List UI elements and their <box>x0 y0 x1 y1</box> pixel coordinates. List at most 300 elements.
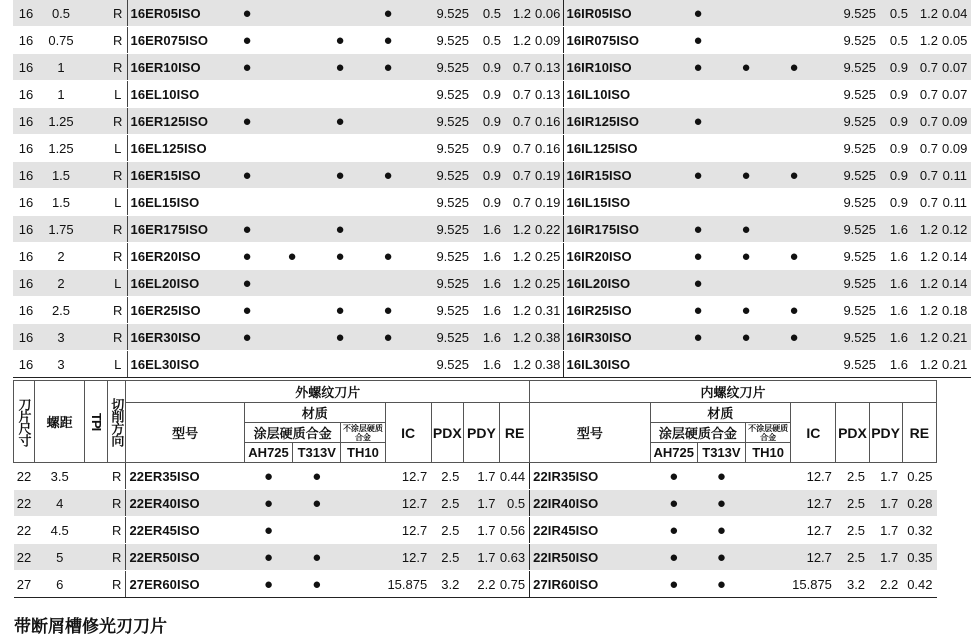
int-grade-dot <box>746 517 791 544</box>
int-grade-dot: ● <box>673 297 723 324</box>
tpi-cell <box>83 0 109 27</box>
ext-model-cell: 27ER60ISO <box>126 571 245 598</box>
direction-cell: R <box>109 54 127 81</box>
ext-re-cell: 0.06 <box>535 0 563 27</box>
pitch-cell: 2.5 <box>39 297 83 324</box>
int-re-cell: 0.28 <box>902 490 936 517</box>
ext-grade-dot <box>267 54 317 81</box>
ext-ic-cell: 12.7 <box>385 544 431 571</box>
ext-re-cell: 0.16 <box>535 135 563 162</box>
int-grade-dot <box>723 189 769 216</box>
int-grade-dot: ● <box>697 571 745 598</box>
tpi-cell <box>85 571 108 598</box>
pitch-cell: 1.5 <box>39 189 83 216</box>
int-re-cell: 0.18 <box>942 297 971 324</box>
ext-grade-dot: ● <box>244 517 292 544</box>
direction-cell: R <box>108 463 126 490</box>
int-pdx-cell: 1.6 <box>880 216 912 243</box>
int-re-cell: 0.21 <box>942 324 971 351</box>
insert-size-cell: 16 <box>13 81 39 108</box>
ext-re-cell: 0.44 <box>499 463 529 490</box>
ext-grade-dot <box>317 189 363 216</box>
table-header <box>14 381 937 463</box>
int-grade-dot: ● <box>650 490 697 517</box>
int-grade-dot <box>723 351 769 378</box>
int-grade-dot <box>769 270 819 297</box>
int-grade-dot <box>769 351 819 378</box>
int-uncoated-header: 不涂层硬质合金 <box>746 423 791 443</box>
ext-pdx-cell: 2.5 <box>431 463 463 490</box>
ext-grade-dot: ● <box>267 243 317 270</box>
int-model-cell: 16IL15ISO <box>563 189 673 216</box>
int-grade-dot: ● <box>673 0 723 27</box>
internal-insert-group-header: 内螺纹刀片 <box>530 381 937 403</box>
ext-grade-dot: ● <box>244 463 292 490</box>
ext-grade-dot: ● <box>227 162 267 189</box>
int-model-header: 型号 <box>530 403 651 463</box>
ext-pdx-cell: 1.6 <box>473 324 505 351</box>
ext-grade-dot <box>363 189 413 216</box>
ext-pdy-cell: 0.7 <box>505 54 535 81</box>
ext-grade-dot: ● <box>227 243 267 270</box>
ext-ic-cell: 12.7 <box>385 490 431 517</box>
int-ic-header: IC <box>791 403 836 463</box>
ext-model-cell: 16ER20ISO <box>127 243 227 270</box>
int-grade-dot <box>673 81 723 108</box>
int-pdy-cell: 0.7 <box>912 108 942 135</box>
int-grade-dot <box>723 108 769 135</box>
insert-size-cell: 16 <box>13 162 39 189</box>
ext-grade-dot <box>267 351 317 378</box>
insert-size-cell: 16 <box>13 135 39 162</box>
ext-grade-dot <box>227 189 267 216</box>
int-model-cell: 16IR075ISO <box>563 27 673 54</box>
int-grade-dot <box>769 216 819 243</box>
int-re-cell: 0.07 <box>942 81 971 108</box>
int-grade-dot <box>673 135 723 162</box>
ext-model-cell: 16ER075ISO <box>127 27 227 54</box>
int-pdx-cell: 1.6 <box>880 243 912 270</box>
ext-grade-dot <box>267 189 317 216</box>
int-ic-cell: 9.525 <box>819 189 880 216</box>
pitch-cell: 1.5 <box>39 162 83 189</box>
ext-pdx-cell: 1.6 <box>473 216 505 243</box>
direction-cell: R <box>109 297 127 324</box>
tpi-cell <box>85 517 108 544</box>
int-pdy-cell: 0.7 <box>912 135 942 162</box>
ext-model-cell: 16ER15ISO <box>127 162 227 189</box>
int-pdy-cell: 1.7 <box>869 544 902 571</box>
ext-pdx-cell: 2.5 <box>431 490 463 517</box>
int-grade-dot: ● <box>673 243 723 270</box>
int-pdx-cell: 2.5 <box>836 490 869 517</box>
tpi-cell <box>83 189 109 216</box>
ext-grade-dot: ● <box>317 108 363 135</box>
ext-ic-cell: 9.525 <box>413 27 473 54</box>
int-pdy-cell: 0.7 <box>912 162 942 189</box>
ext-pdx-cell: 1.6 <box>473 297 505 324</box>
ext-grade-dot <box>293 517 341 544</box>
int-pdx-cell: 0.9 <box>880 162 912 189</box>
int-grade-dot <box>673 189 723 216</box>
int-ic-cell: 9.525 <box>819 324 880 351</box>
int-re-cell: 0.21 <box>942 351 971 378</box>
int-grade-dot <box>769 135 819 162</box>
ext-re-cell: 0.56 <box>499 517 529 544</box>
ext-grade-dot <box>363 270 413 297</box>
int-re-cell: 0.07 <box>942 54 971 81</box>
pitch-cell: 1.25 <box>39 108 83 135</box>
ext-grade-dot <box>267 0 317 27</box>
ext-pdy-cell: 2.2 <box>463 571 499 598</box>
ext-grade-dot <box>317 81 363 108</box>
int-grade-dot: ● <box>723 162 769 189</box>
ext-grade-dot: ● <box>317 243 363 270</box>
direction-cell: R <box>109 108 127 135</box>
ext-grade-dot <box>267 135 317 162</box>
int-material-header: 材质 <box>650 403 791 423</box>
int-re-cell: 0.14 <box>942 243 971 270</box>
int-grade-ah725-header: AH725 <box>650 443 697 463</box>
int-ic-cell: 9.525 <box>819 135 880 162</box>
ext-grade-dot: ● <box>363 0 413 27</box>
cut-direction-header: 切削方向 <box>108 381 126 463</box>
ext-grade-dot: ● <box>293 463 341 490</box>
ext-material-header: 材质 <box>244 403 385 423</box>
ext-ic-cell: 9.525 <box>413 216 473 243</box>
int-model-cell: 16IL30ISO <box>563 351 673 378</box>
int-re-cell: 0.14 <box>942 270 971 297</box>
tpi-cell <box>85 544 108 571</box>
ext-pdy-cell: 0.7 <box>505 108 535 135</box>
int-model-cell: 16IR10ISO <box>563 54 673 81</box>
int-model-cell: 16IR175ISO <box>563 216 673 243</box>
insert-size-cell: 16 <box>13 324 39 351</box>
int-grade-dot: ● <box>723 216 769 243</box>
ext-coated-header: 涂层硬质合金 <box>244 423 340 443</box>
int-grade-dot: ● <box>697 544 745 571</box>
ext-grade-dot <box>341 544 385 571</box>
ext-ic-cell: 9.525 <box>413 351 473 378</box>
direction-cell: R <box>109 27 127 54</box>
int-pdy-cell: 1.2 <box>912 351 942 378</box>
ext-model-cell: 22ER45ISO <box>126 517 245 544</box>
int-grade-dot: ● <box>673 162 723 189</box>
direction-cell: R <box>108 490 126 517</box>
int-pdx-cell: 1.6 <box>880 351 912 378</box>
int-ic-cell: 12.7 <box>791 517 836 544</box>
int-pdx-cell: 2.5 <box>836 517 869 544</box>
int-model-cell: 16IR20ISO <box>563 243 673 270</box>
int-pdx-header: PDX <box>836 403 869 463</box>
pitch-cell: 1.25 <box>39 135 83 162</box>
int-grade-dot <box>769 0 819 27</box>
int-pdx-cell: 0.9 <box>880 81 912 108</box>
ext-grade-dot <box>267 108 317 135</box>
int-ic-cell: 9.525 <box>819 0 880 27</box>
ext-pdx-cell: 0.9 <box>473 135 505 162</box>
insert-size-cell: 16 <box>13 108 39 135</box>
pitch-header: 螺距 <box>35 381 85 463</box>
int-grade-dot: ● <box>650 571 697 598</box>
int-grade-dot: ● <box>650 463 697 490</box>
table-row <box>13 162 971 189</box>
ext-grade-dot <box>267 27 317 54</box>
int-pdx-cell: 1.6 <box>880 297 912 324</box>
insert-size-cell: 16 <box>13 270 39 297</box>
ext-grade-t313v-header: T313V <box>293 443 341 463</box>
int-grade-dot <box>723 135 769 162</box>
pitch-cell: 4 <box>35 490 85 517</box>
int-model-cell: 16IR25ISO <box>563 297 673 324</box>
ext-grade-dot <box>363 351 413 378</box>
table-row <box>13 0 971 27</box>
ext-ic-cell: 9.525 <box>413 162 473 189</box>
ext-grade-dot <box>363 135 413 162</box>
ext-grade-dot <box>363 81 413 108</box>
int-pdy-cell: 1.2 <box>912 297 942 324</box>
ext-ic-cell: 9.525 <box>413 108 473 135</box>
int-grade-dot <box>746 544 791 571</box>
pitch-cell: 4.5 <box>35 517 85 544</box>
pitch-cell: 2 <box>39 243 83 270</box>
insert-size-cell: 22 <box>14 463 35 490</box>
int-model-cell: 16IL125ISO <box>563 135 673 162</box>
ext-model-cell: 16ER25ISO <box>127 297 227 324</box>
int-pdx-cell: 0.9 <box>880 189 912 216</box>
ext-re-cell: 0.13 <box>535 54 563 81</box>
ext-ic-cell: 9.525 <box>413 324 473 351</box>
pitch-cell: 6 <box>35 571 85 598</box>
table-row <box>13 54 971 81</box>
int-grade-dot: ● <box>697 517 745 544</box>
int-pdx-cell: 0.5 <box>880 27 912 54</box>
int-model-cell: 22IR45ISO <box>530 517 651 544</box>
int-pdy-cell: 0.7 <box>912 81 942 108</box>
int-pdx-cell: 1.6 <box>880 270 912 297</box>
ext-pdy-header: PDY <box>463 403 499 463</box>
insert-size-cell: 16 <box>13 243 39 270</box>
int-model-cell: 16IL10ISO <box>563 81 673 108</box>
int-grade-dot <box>673 351 723 378</box>
ext-model-cell: 16EL15ISO <box>127 189 227 216</box>
ext-pdy-cell: 1.2 <box>505 27 535 54</box>
pitch-cell: 2 <box>39 270 83 297</box>
ext-re-cell: 0.22 <box>535 216 563 243</box>
table-row <box>13 189 971 216</box>
int-grade-dot <box>723 270 769 297</box>
insert-size-header: 刀片尺寸 <box>14 381 35 463</box>
pitch-cell: 3.5 <box>35 463 85 490</box>
int-re-cell: 0.12 <box>942 216 971 243</box>
ext-pdx-cell: 0.9 <box>473 108 505 135</box>
pitch-cell: 0.75 <box>39 27 83 54</box>
int-pdx-cell: 3.2 <box>836 571 869 598</box>
int-model-cell: 16IL20ISO <box>563 270 673 297</box>
tpi-cell <box>83 243 109 270</box>
insert-size-cell: 16 <box>13 27 39 54</box>
table-row <box>13 351 971 378</box>
int-pdy-cell: 1.2 <box>912 243 942 270</box>
ext-ic-header: IC <box>385 403 431 463</box>
ext-grade-dot: ● <box>227 324 267 351</box>
table-body <box>13 0 971 378</box>
direction-cell: L <box>109 270 127 297</box>
int-re-cell: 0.32 <box>902 517 936 544</box>
section-title: 带断屑槽修光刃刀片 <box>14 617 167 636</box>
table-row <box>13 243 971 270</box>
ext-grade-dot <box>341 463 385 490</box>
int-grade-dot: ● <box>723 54 769 81</box>
table-row <box>13 135 971 162</box>
ext-pdx-cell: 1.6 <box>473 270 505 297</box>
int-pdx-cell: 2.5 <box>836 544 869 571</box>
pitch-cell: 3 <box>39 324 83 351</box>
int-pdx-cell: 0.9 <box>880 108 912 135</box>
tpi-cell <box>83 27 109 54</box>
int-grade-dot <box>769 189 819 216</box>
ext-model-header: 型号 <box>126 403 245 463</box>
ext-grade-dot <box>317 351 363 378</box>
ext-grade-dot: ● <box>363 162 413 189</box>
ext-model-cell: 16EL20ISO <box>127 270 227 297</box>
int-pdx-cell: 0.9 <box>880 54 912 81</box>
ext-pdy-cell: 0.7 <box>505 81 535 108</box>
ext-grade-dot: ● <box>363 243 413 270</box>
int-pdy-cell: 2.2 <box>869 571 902 598</box>
ext-pdy-cell: 0.7 <box>505 162 535 189</box>
insert-size-cell: 27 <box>14 571 35 598</box>
ext-grade-dot <box>267 297 317 324</box>
ext-pdx-cell: 1.6 <box>473 243 505 270</box>
insert-size-cell: 22 <box>14 490 35 517</box>
direction-cell: L <box>109 135 127 162</box>
int-re-cell: 0.11 <box>942 189 971 216</box>
int-ic-cell: 9.525 <box>819 297 880 324</box>
direction-cell: R <box>108 571 126 598</box>
direction-cell: R <box>108 517 126 544</box>
int-grade-dot: ● <box>769 297 819 324</box>
insert-table-16 <box>13 0 971 378</box>
insert-size-cell: 16 <box>13 297 39 324</box>
int-model-cell: 27IR60ISO <box>530 571 651 598</box>
int-ic-cell: 9.525 <box>819 108 880 135</box>
ext-pdy-cell: 1.2 <box>505 0 535 27</box>
pitch-cell: 3 <box>39 351 83 378</box>
ext-model-cell: 22ER35ISO <box>126 463 245 490</box>
direction-cell: R <box>109 243 127 270</box>
ext-pdx-cell: 0.5 <box>473 0 505 27</box>
ext-pdx-cell: 0.9 <box>473 81 505 108</box>
int-model-cell: 22IR40ISO <box>530 490 651 517</box>
ext-pdx-cell: 2.5 <box>431 544 463 571</box>
ext-re-cell: 0.38 <box>535 324 563 351</box>
ext-grade-dot <box>317 0 363 27</box>
int-grade-th10-header: TH10 <box>746 443 791 463</box>
ext-grade-dot: ● <box>317 297 363 324</box>
insert-size-cell: 16 <box>13 216 39 243</box>
ext-pdy-cell: 1.2 <box>505 297 535 324</box>
ext-grade-dot: ● <box>227 216 267 243</box>
tpi-cell <box>83 216 109 243</box>
direction-cell: R <box>109 0 127 27</box>
table-row <box>14 571 937 598</box>
table-row <box>13 297 971 324</box>
ext-re-cell: 0.38 <box>535 351 563 378</box>
ext-grade-dot: ● <box>317 216 363 243</box>
tpi-cell <box>83 108 109 135</box>
table-row <box>13 108 971 135</box>
table-body <box>14 463 937 598</box>
int-ic-cell: 9.525 <box>819 270 880 297</box>
int-grade-dot: ● <box>769 243 819 270</box>
ext-grade-dot: ● <box>244 571 292 598</box>
insert-size-cell: 16 <box>13 351 39 378</box>
ext-grade-ah725-header: AH725 <box>244 443 292 463</box>
int-grade-dot: ● <box>723 297 769 324</box>
int-re-cell: 0.09 <box>942 108 971 135</box>
ext-grade-dot: ● <box>227 270 267 297</box>
ext-grade-dot: ● <box>293 544 341 571</box>
tpi-cell <box>83 270 109 297</box>
direction-cell: R <box>109 324 127 351</box>
int-re-cell: 0.25 <box>902 463 936 490</box>
ext-grade-dot: ● <box>244 490 292 517</box>
ext-ic-cell: 12.7 <box>385 517 431 544</box>
ext-grade-dot: ● <box>363 54 413 81</box>
ext-model-cell: 16ER10ISO <box>127 54 227 81</box>
ext-pdy-cell: 0.7 <box>505 189 535 216</box>
table-row <box>13 324 971 351</box>
int-re-header: RE <box>902 403 936 463</box>
direction-cell: L <box>109 81 127 108</box>
ext-re-cell: 0.5 <box>499 490 529 517</box>
int-pdy-cell: 1.7 <box>869 490 902 517</box>
tpi-cell <box>83 54 109 81</box>
int-grade-dot <box>723 81 769 108</box>
ext-pdx-header: PDX <box>431 403 463 463</box>
int-grade-dot: ● <box>650 544 697 571</box>
ext-grade-dot: ● <box>317 162 363 189</box>
tpi-cell <box>83 81 109 108</box>
tpi-cell <box>85 463 108 490</box>
pitch-cell: 5 <box>35 544 85 571</box>
int-re-cell: 0.11 <box>942 162 971 189</box>
ext-pdx-cell: 3.2 <box>431 571 463 598</box>
int-pdy-cell: 1.7 <box>869 517 902 544</box>
ext-model-cell: 22ER50ISO <box>126 544 245 571</box>
ext-grade-dot: ● <box>317 324 363 351</box>
ext-pdy-cell: 1.7 <box>463 463 499 490</box>
int-grade-dot <box>746 463 791 490</box>
int-grade-dot: ● <box>769 162 819 189</box>
ext-pdy-cell: 1.2 <box>505 243 535 270</box>
ext-pdy-cell: 1.2 <box>505 270 535 297</box>
ext-uncoated-header: 不涂层硬质合金 <box>341 423 385 443</box>
ext-model-cell: 16ER05ISO <box>127 0 227 27</box>
int-grade-dot <box>723 27 769 54</box>
int-grade-dot: ● <box>697 490 745 517</box>
external-insert-group-header: 外螺纹刀片 <box>126 381 530 403</box>
int-grade-dot: ● <box>673 108 723 135</box>
ext-re-cell: 0.16 <box>535 108 563 135</box>
ext-grade-dot: ● <box>317 54 363 81</box>
tpi-cell <box>83 162 109 189</box>
ext-re-header: RE <box>499 403 529 463</box>
int-grade-dot <box>769 108 819 135</box>
ext-grade-th10-header: TH10 <box>341 443 385 463</box>
ext-ic-cell: 9.525 <box>413 297 473 324</box>
